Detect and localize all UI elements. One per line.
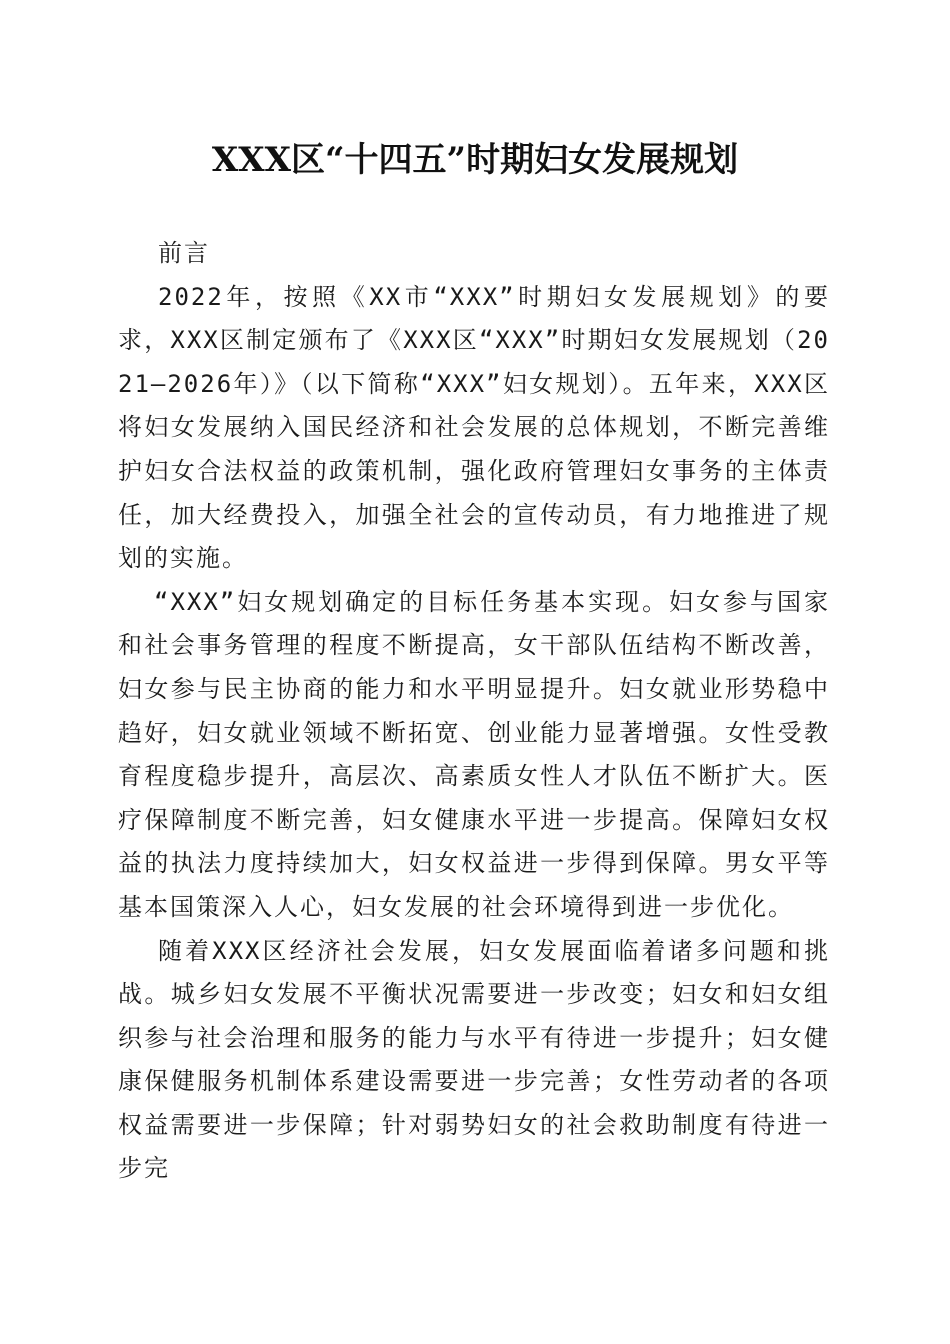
section-heading: 前言 bbox=[158, 239, 210, 267]
paragraph-1: 2022年，按照《XX市“XXX”时期妇女发展规划》的要求，XXX区制定颁布了《XXX区“XXX”时期妇女发展规划（2021—2026年）》（以下简称“XXX”妇女规划）。五年来，XXX区将妇女发展纳入国民经济和社会发展的总体规划，不断完善维护妇女合法权益的政策机制，强化政府管理妇女事务的主体责任，加大经费投入，加强全社会的宣传动员，有力地推进了规划的实施。 bbox=[118, 282, 830, 573]
paragraph-3: 随着XXX区经济社会发展，妇女发展面临着诸多问题和挑战。城乡妇女发展不平衡状况需要进一步改变；妇女和妇女组织参与社会治理和服务的能力与水平有待进一步提升；妇女健康保健服务机制体系建设需要进一步完善；女性劳动者的各项权益需要进一步保障；针对弱势妇女的社会救助制度有待进一步完 bbox=[118, 936, 830, 1183]
paragraph-2: “XXX”妇女规划确定的目标任务基本实现。妇女参与国家和社会事务管理的程度不断提高，女干部队伍结构不断改善，妇女参与民主协商的能力和水平明显提升。妇女就业形势稳中趋好，妇女就业领域不断拓宽、创业能力显著增强。女性受教育程度稳步提升，高层次、高素质女性人才队伍不断扩大。医疗保障制度不断完善，妇女健康水平进一步提高。保障妇女权益的执法力度持续加大，妇女权益进一步得到保障。男女平等基本国策深入人心，妇女发展的社会环境得到进一步优化。 bbox=[118, 587, 830, 921]
document-title: XXX区“十四五”时期妇女发展规划 bbox=[211, 140, 739, 180]
document-body bbox=[118, 232, 830, 1191]
